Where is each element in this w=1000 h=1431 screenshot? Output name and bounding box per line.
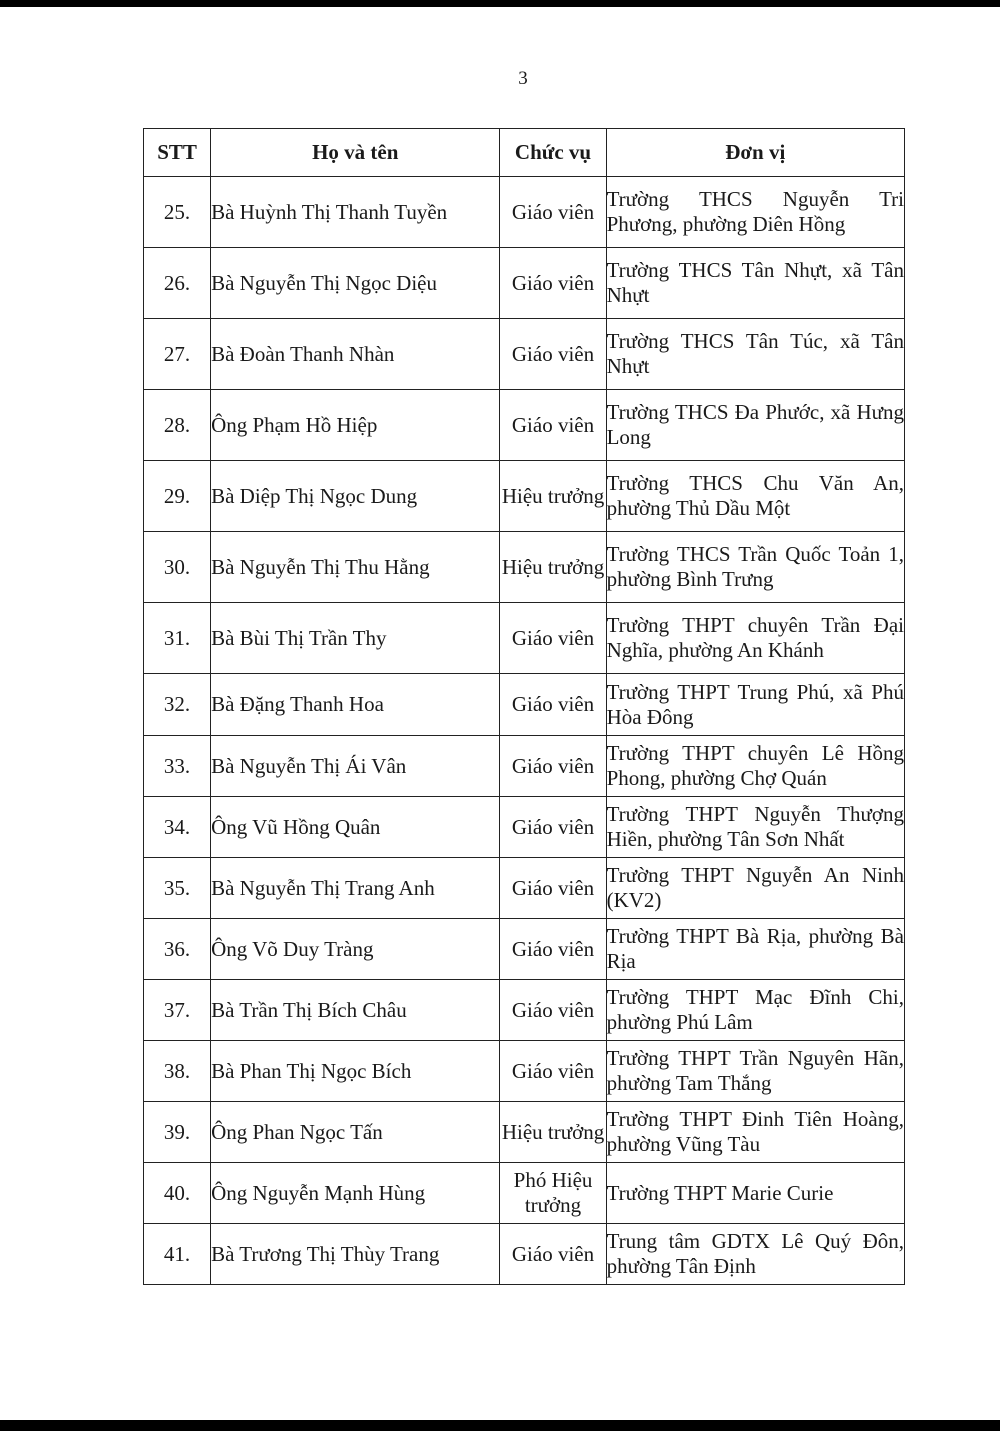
row-stt: 39. bbox=[144, 1102, 211, 1163]
row-stt: 37. bbox=[144, 980, 211, 1041]
table-row bbox=[144, 919, 905, 980]
table-row bbox=[144, 1224, 905, 1285]
row-name: Bà Nguyễn Thị Ngọc Diệu bbox=[211, 248, 500, 319]
table-row bbox=[144, 858, 905, 919]
row-unit: Trường THCS Tân Nhựt, xã Tân Nhựt bbox=[606, 248, 904, 319]
row-position: Giáo viên bbox=[500, 980, 606, 1041]
table-row bbox=[144, 674, 905, 736]
row-position: Giáo viên bbox=[500, 797, 606, 858]
row-name: Bà Diệp Thị Ngọc Dung bbox=[211, 461, 500, 532]
table-row bbox=[144, 532, 905, 603]
row-position: Giáo viên bbox=[500, 858, 606, 919]
row-unit: Trường THCS Chu Văn An, phường Thủ Dầu Một bbox=[606, 461, 904, 532]
table-row bbox=[144, 177, 905, 248]
row-name: Bà Trương Thị Thùy Trang bbox=[211, 1224, 500, 1285]
row-unit: Trường THCS Đa Phước, xã Hưng Long bbox=[606, 390, 904, 461]
row-name: Ông Phan Ngọc Tấn bbox=[211, 1102, 500, 1163]
table-row bbox=[144, 1163, 905, 1224]
row-unit: Trường THCS Tân Túc, xã Tân Nhựt bbox=[606, 319, 904, 390]
row-stt: 29. bbox=[144, 461, 211, 532]
row-stt: 28. bbox=[144, 390, 211, 461]
row-unit: Trường THPT Mạc Đĩnh Chi, phường Phú Lâm bbox=[606, 980, 904, 1041]
header-stt: STT bbox=[144, 129, 211, 177]
row-unit: Trường THPT Bà Rịa, phường Bà Rịa bbox=[606, 919, 904, 980]
row-position: Giáo viên bbox=[500, 319, 606, 390]
row-position: Hiệu trưởng bbox=[500, 1102, 606, 1163]
row-unit: Trường THPT Marie Curie bbox=[606, 1163, 904, 1224]
table-row bbox=[144, 248, 905, 319]
row-unit: Trường THPT Trần Nguyên Hãn, phường Tam Thắng bbox=[606, 1041, 904, 1102]
row-position: Giáo viên bbox=[500, 603, 606, 674]
row-unit: Trường THPT chuyên Lê Hồng Phong, phường Chợ Quán bbox=[606, 736, 904, 797]
row-stt: 30. bbox=[144, 532, 211, 603]
row-stt: 31. bbox=[144, 603, 211, 674]
row-unit: Trường THPT Trung Phú, xã Phú Hòa Đông bbox=[606, 674, 904, 736]
table-row bbox=[144, 603, 905, 674]
row-position: Giáo viên bbox=[500, 1224, 606, 1285]
row-name: Bà Nguyễn Thị Trang Anh bbox=[211, 858, 500, 919]
table-row bbox=[144, 980, 905, 1041]
row-name: Bà Nguyễn Thị Ái Vân bbox=[211, 736, 500, 797]
row-name: Ông Võ Duy Tràng bbox=[211, 919, 500, 980]
row-stt: 33. bbox=[144, 736, 211, 797]
row-name: Bà Đoàn Thanh Nhàn bbox=[211, 319, 500, 390]
table-body bbox=[144, 177, 905, 1285]
row-position: Giáo viên bbox=[500, 390, 606, 461]
page-number: 3 bbox=[518, 68, 528, 89]
table-row bbox=[144, 319, 905, 390]
table-row bbox=[144, 1041, 905, 1102]
header-name: Họ và tên bbox=[211, 129, 500, 177]
table-row bbox=[144, 461, 905, 532]
table-row bbox=[144, 797, 905, 858]
bottom-border-bar bbox=[0, 1420, 1000, 1431]
row-unit: Trường THCS Trần Quốc Toản 1, phường Bình Trưng bbox=[606, 532, 904, 603]
table-row bbox=[144, 736, 905, 797]
header-unit: Đơn vị bbox=[606, 129, 904, 177]
row-stt: 26. bbox=[144, 248, 211, 319]
table-row bbox=[144, 390, 905, 461]
row-stt: 25. bbox=[144, 177, 211, 248]
row-name: Bà Huỳnh Thị Thanh Tuyền bbox=[211, 177, 500, 248]
row-name: Bà Bùi Thị Trần Thy bbox=[211, 603, 500, 674]
row-name: Ông Phạm Hồ Hiệp bbox=[211, 390, 500, 461]
row-stt: 38. bbox=[144, 1041, 211, 1102]
row-name: Bà Đặng Thanh Hoa bbox=[211, 674, 500, 736]
row-name: Bà Phan Thị Ngọc Bích bbox=[211, 1041, 500, 1102]
row-name: Ông Nguyễn Mạnh Hùng bbox=[211, 1163, 500, 1224]
header-position: Chức vụ bbox=[500, 129, 606, 177]
personnel-table bbox=[143, 128, 905, 1285]
row-unit: Trường THCS Nguyễn Tri Phương, phường Diên Hồng bbox=[606, 177, 904, 248]
row-unit: Trung tâm GDTX Lê Quý Đôn, phường Tân Định bbox=[606, 1224, 904, 1285]
table-header-row bbox=[144, 129, 905, 177]
row-position: Giáo viên bbox=[500, 736, 606, 797]
row-position: Giáo viên bbox=[500, 248, 606, 319]
top-border-bar bbox=[0, 0, 1000, 7]
row-stt: 34. bbox=[144, 797, 211, 858]
row-unit: Trường THPT Đinh Tiên Hoàng, phường Vũng Tàu bbox=[606, 1102, 904, 1163]
row-unit: Trường THPT chuyên Trần Đại Nghĩa, phường An Khánh bbox=[606, 603, 904, 674]
row-position: Giáo viên bbox=[500, 177, 606, 248]
row-position: Phó Hiệu trưởng bbox=[500, 1163, 606, 1224]
row-name: Ông Vũ Hồng Quân bbox=[211, 797, 500, 858]
row-stt: 36. bbox=[144, 919, 211, 980]
row-unit: Trường THPT Nguyễn Thượng Hiền, phường Tân Sơn Nhất bbox=[606, 797, 904, 858]
row-name: Bà Trần Thị Bích Châu bbox=[211, 980, 500, 1041]
row-stt: 41. bbox=[144, 1224, 211, 1285]
row-position: Hiệu trưởng bbox=[500, 532, 606, 603]
row-unit: Trường THPT Nguyễn An Ninh (KV2) bbox=[606, 858, 904, 919]
row-stt: 40. bbox=[144, 1163, 211, 1224]
row-position: Giáo viên bbox=[500, 1041, 606, 1102]
table-row bbox=[144, 1102, 905, 1163]
row-stt: 32. bbox=[144, 674, 211, 736]
row-name: Bà Nguyễn Thị Thu Hằng bbox=[211, 532, 500, 603]
row-position: Hiệu trưởng bbox=[500, 461, 606, 532]
row-position: Giáo viên bbox=[500, 674, 606, 736]
row-position: Giáo viên bbox=[500, 919, 606, 980]
row-stt: 27. bbox=[144, 319, 211, 390]
row-stt: 35. bbox=[144, 858, 211, 919]
